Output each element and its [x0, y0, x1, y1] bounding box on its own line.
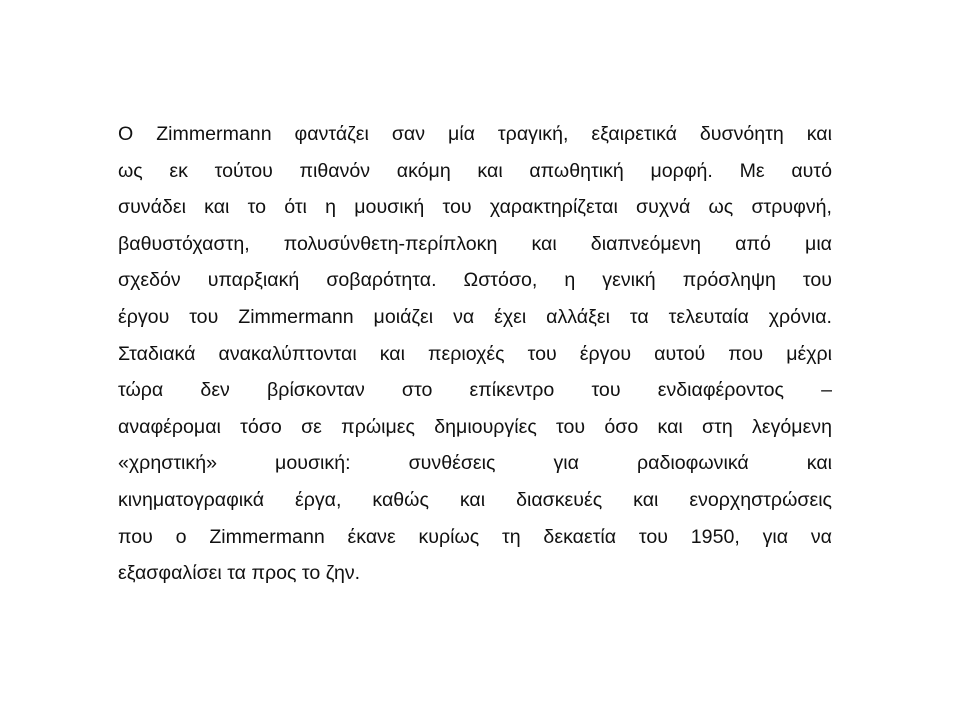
paragraph-line: ως εκ τούτου πιθανόν ακόμη και απωθητική μορφή. Με αυτό: [118, 159, 832, 182]
paragraph-line: έργου του Zimmermann μοιάζει να έχει αλλάξει τα τελευταία χρόνια.: [118, 305, 832, 328]
paragraph-line: Σταδιακά ανακαλύπτονται και περιοχές του έργου αυτού που μέχρι: [118, 342, 832, 365]
paragraph-line: κινηματογραφικά έργα, καθώς και διασκευές και ενορχηστρώσεις: [118, 488, 832, 511]
paragraph-line: βαθυστόχαστη, πολυσύνθετη-περίπλοκη και διαπνεόμενη από μια: [118, 232, 832, 255]
paragraph-line: Ο Zimmermann φαντάζει σαν μία τραγική, εξαιρετικά δυσνόητη και: [118, 123, 832, 145]
paragraph-line: «χρηστική» μουσική: συνθέσεις για ραδιοφωνικά και: [118, 452, 832, 475]
paragraph-line: αναφέρομαι τόσο σε πρώιμες δημιουργίες του όσο και στη λεγόμενη: [118, 415, 832, 438]
paragraph-line: που ο Zimmermann έκανε κυρίως τη δεκαετία του 1950, για να: [118, 525, 832, 548]
paragraph-line: σχεδόν υπαρξιακή σοβαρότητα. Ωστόσο, η γενική πρόσληψη του: [118, 269, 832, 292]
paragraph-line: συνάδει και το ότι η μουσική του χαρακτηρίζεται συχνά ως στρυφνή,: [118, 196, 832, 219]
body-paragraph: [118, 116, 832, 592]
paragraph-line: εξασφαλίσει τα προς το ζην.: [118, 562, 361, 585]
paragraph-line: τώρα δεν βρίσκονταν στο επίκεντρο του ενδιαφέροντος –: [118, 379, 832, 402]
